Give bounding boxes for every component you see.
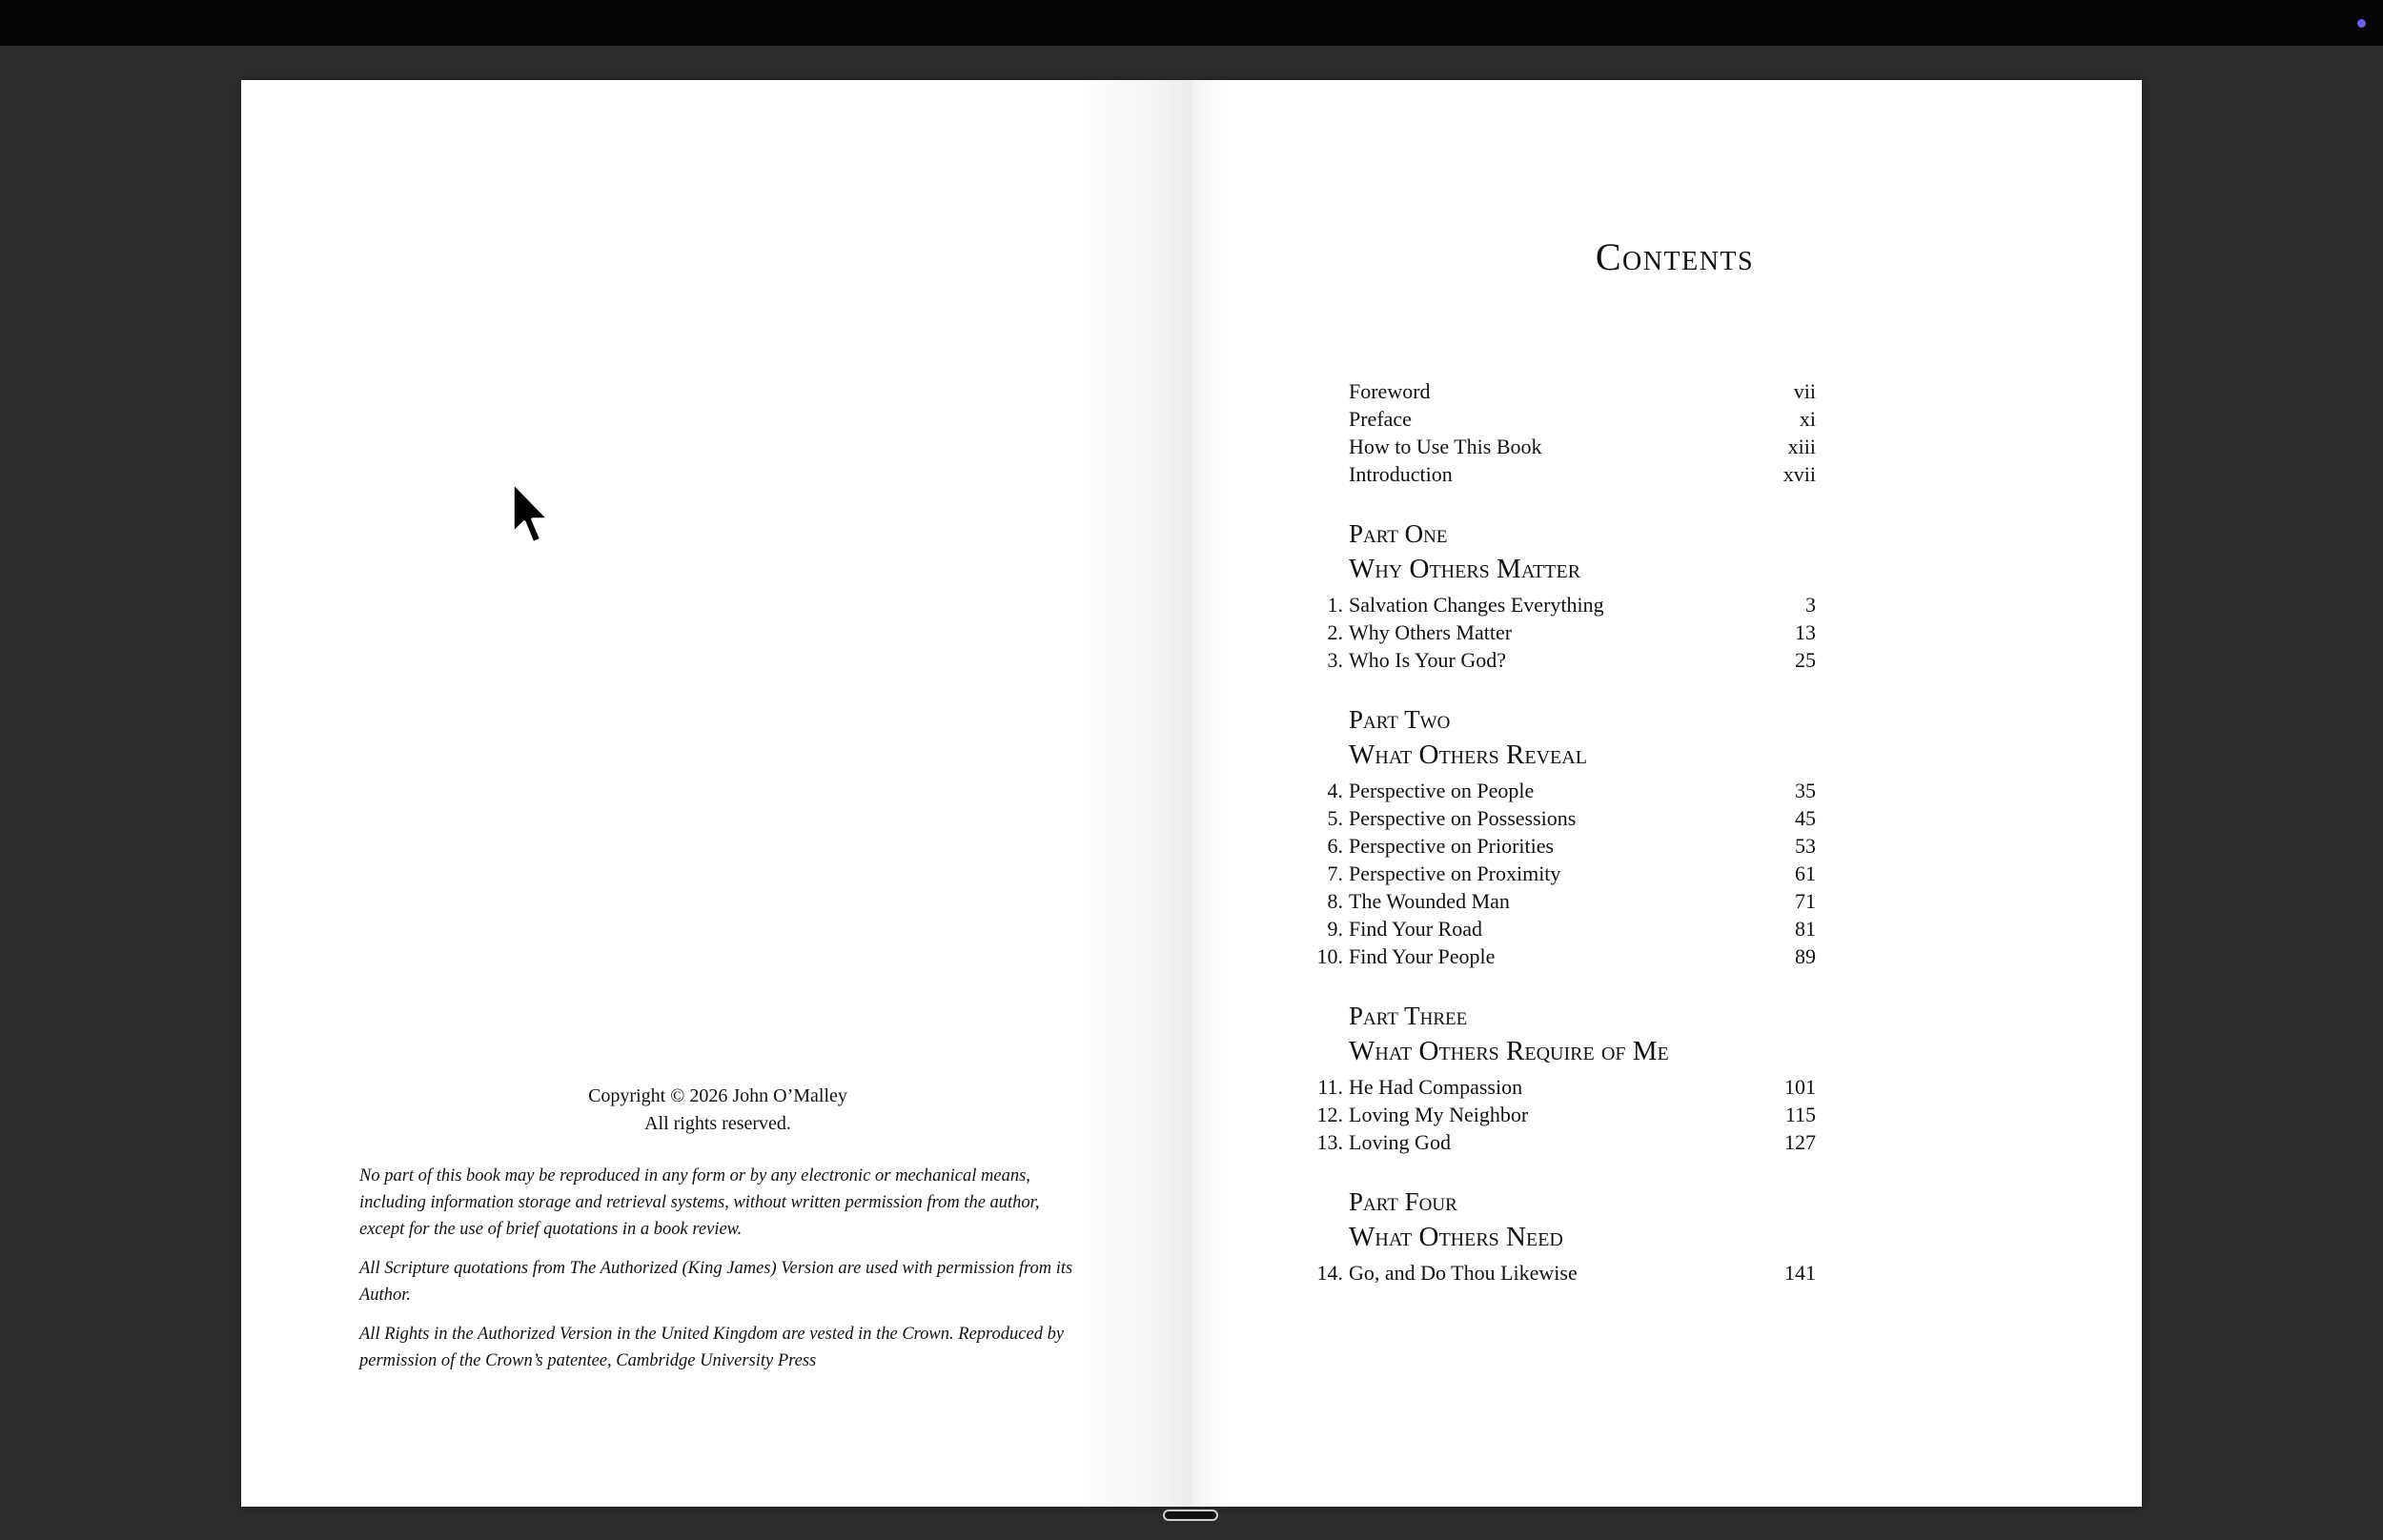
toc-page-number: 115 bbox=[1784, 1103, 1816, 1126]
contents-title: Contents bbox=[1595, 235, 1755, 278]
toc-page-number: 101 bbox=[1784, 1075, 1816, 1099]
toc-entry-label: He Had Compassion bbox=[1349, 1075, 1523, 1099]
top-bar bbox=[0, 0, 2383, 46]
toc-entry[interactable] bbox=[1349, 460, 1816, 488]
toc-entry-label: Salvation Changes Everything bbox=[1349, 593, 1604, 617]
toc-entry[interactable] bbox=[1327, 591, 1816, 618]
toc-part-title: What Others Reveal bbox=[1349, 740, 1587, 770]
toc-entry[interactable] bbox=[1316, 1101, 1816, 1128]
toc-entry-label: How to Use This Book bbox=[1349, 435, 1542, 458]
toc-entry[interactable] bbox=[1327, 618, 1816, 646]
toc-chapter-number: 2. bbox=[1327, 620, 1343, 644]
toc-page-number: 53 bbox=[1795, 834, 1816, 858]
toc-chapter-number: 7. bbox=[1327, 861, 1343, 885]
toc-chapter-number: 12. bbox=[1316, 1103, 1343, 1126]
toc-entry-label: Perspective on People bbox=[1349, 779, 1535, 802]
toc-page-number: 3 bbox=[1805, 593, 1816, 617]
legal-paragraph: No part of this book may be reproduced in any form or by any electronic or mechanical means, including information storage and retrieval systems, without written permission from the author, except for the use of brief quotations in a book review. bbox=[359, 1166, 1040, 1239]
toc-entry[interactable] bbox=[1327, 887, 1816, 915]
toc-entry[interactable] bbox=[1349, 377, 1816, 405]
toc-entry[interactable] bbox=[1327, 804, 1816, 832]
toc-entry-label: Preface bbox=[1349, 407, 1412, 431]
toc-entry[interactable] bbox=[1327, 860, 1816, 887]
toc-part-number: Part Two bbox=[1349, 705, 1451, 734]
toc-part-number: Part Four bbox=[1349, 1187, 1457, 1216]
toc-entry-label: Why Others Matter bbox=[1349, 620, 1513, 644]
toc-entry[interactable] bbox=[1349, 405, 1816, 433]
toc-entry-label: Loving God bbox=[1349, 1130, 1451, 1154]
toc-chapter-number: 6. bbox=[1327, 834, 1343, 858]
toc-page-number: 25 bbox=[1795, 648, 1816, 672]
toc-page-number: xi bbox=[1799, 407, 1816, 431]
toc-chapter-number: 14. bbox=[1316, 1261, 1343, 1285]
legal-paragraph: All Scripture quotations from The Authorized (King James) Version are used with permission from its Author. bbox=[359, 1259, 1073, 1305]
table-of-contents bbox=[1316, 377, 1816, 1287]
toc-entry-label: Find Your Road bbox=[1349, 917, 1482, 941]
toc-entry-label: Perspective on Possessions bbox=[1349, 806, 1577, 830]
toc-page-number: 45 bbox=[1795, 806, 1816, 830]
toc-part-heading bbox=[1349, 999, 1816, 1069]
contents-page[interactable] bbox=[1192, 80, 2142, 1507]
toc-part-title: Why Others Matter bbox=[1349, 554, 1581, 584]
toc-entry-label: Foreword bbox=[1349, 379, 1431, 403]
mouse-pointer-icon bbox=[507, 478, 555, 555]
toc-page-number: 35 bbox=[1795, 779, 1816, 802]
toc-entry-label: Introduction bbox=[1349, 462, 1453, 486]
toc-chapter-number: 8. bbox=[1327, 889, 1343, 913]
toc-entry-label: Who Is Your God? bbox=[1349, 648, 1506, 672]
toc-page-number: 141 bbox=[1784, 1261, 1816, 1285]
copyright-line: Copyright © 2026 John O’Malley bbox=[588, 1085, 847, 1106]
toc-page-number: 81 bbox=[1795, 917, 1816, 941]
toc-page-number: xvii bbox=[1782, 462, 1816, 486]
toc-page-number: 71 bbox=[1795, 889, 1816, 913]
toc-part-title: What Others Need bbox=[1349, 1222, 1563, 1252]
toc-part-number: Part Three bbox=[1349, 1002, 1468, 1030]
toc-chapter-number: 11. bbox=[1317, 1075, 1343, 1099]
legal-notice bbox=[359, 1163, 1084, 1387]
copyright-notice bbox=[241, 1083, 1194, 1138]
toc-page-number: 61 bbox=[1795, 861, 1816, 885]
toc-entry-label: Loving My Neighbor bbox=[1349, 1103, 1529, 1126]
toc-entry-label: Perspective on Priorities bbox=[1349, 834, 1555, 858]
toc-part-heading bbox=[1349, 517, 1816, 587]
toc-entry[interactable] bbox=[1327, 832, 1816, 860]
toc-chapter-number: 10. bbox=[1316, 944, 1343, 968]
legal-paragraph: All Rights in the Authorized Version in the United Kingdom are vested in the Crown. Reproduced by permission of the Crown’s patentee, Cambridge University Press bbox=[359, 1325, 1065, 1370]
toc-entry[interactable] bbox=[1316, 942, 1816, 970]
toc-part-heading bbox=[1349, 702, 1816, 773]
rights-line: All rights reserved. bbox=[644, 1113, 791, 1134]
toc-entry-label: Perspective on Proximity bbox=[1349, 861, 1561, 885]
toc-entry-label: Find Your People bbox=[1349, 944, 1496, 968]
toc-entry-label: Go, and Do Thou Likewise bbox=[1349, 1261, 1578, 1285]
toc-entry[interactable] bbox=[1317, 1073, 1816, 1101]
toc-entry-label: The Wounded Man bbox=[1349, 889, 1510, 913]
toc-entry[interactable] bbox=[1327, 915, 1816, 942]
toc-page-number: 89 bbox=[1795, 944, 1816, 968]
toc-chapter-number: 9. bbox=[1327, 917, 1343, 941]
toc-chapter-number: 5. bbox=[1327, 806, 1343, 830]
toc-entry[interactable] bbox=[1316, 1128, 1816, 1156]
toc-chapter-number: 1. bbox=[1327, 593, 1343, 617]
toc-chapter-number: 4. bbox=[1327, 779, 1343, 802]
toc-part-number: Part One bbox=[1349, 519, 1448, 548]
toc-entry[interactable] bbox=[1327, 646, 1816, 674]
toc-page-number: 13 bbox=[1795, 620, 1816, 644]
status-dot-icon bbox=[2357, 19, 2366, 28]
toc-entry[interactable] bbox=[1327, 777, 1816, 804]
toc-part-title: What Others Require of Me bbox=[1349, 1036, 1669, 1066]
toc-page-number: 127 bbox=[1784, 1130, 1816, 1154]
toc-part-heading bbox=[1349, 1185, 1816, 1255]
toc-page-number: vii bbox=[1793, 379, 1816, 403]
toc-page-number: xiii bbox=[1787, 435, 1816, 458]
toc-chapter-number: 13. bbox=[1316, 1130, 1343, 1154]
toc-entry[interactable] bbox=[1316, 1259, 1816, 1287]
page-scroll-handle[interactable] bbox=[1163, 1510, 1218, 1521]
copyright-page[interactable] bbox=[241, 80, 1192, 1507]
toc-entry[interactable] bbox=[1349, 433, 1816, 460]
book-spread[interactable] bbox=[241, 80, 2142, 1507]
toc-chapter-number: 3. bbox=[1327, 648, 1343, 672]
